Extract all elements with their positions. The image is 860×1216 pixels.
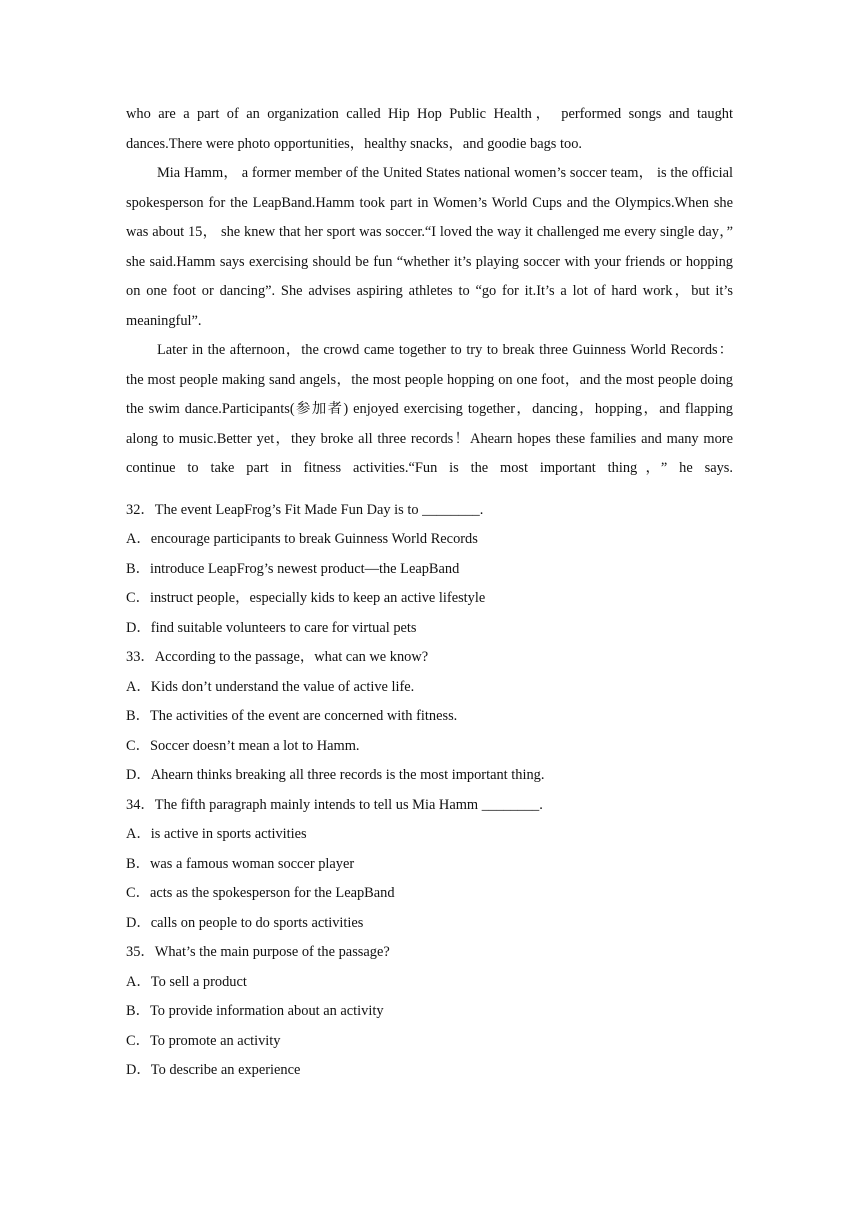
answer-option-d: D．To describe an experience [126,1062,301,1078]
question-34 [126,791,733,939]
answer-option-d: D．find suitable volunteers to care for virtual pets [126,619,417,636]
passage-paragraph: Mia Hamm， a former member of the United States national women’s soccer team， is the official spokesperson for the LeapBand.Hamm took part in Women’s World Cups and the Olympics.When she was about 15， she knew that her sport was soccer.“I loved the way it challenged me every single day，” she said.Hamm says exercising should be fun “whether it’s playing soccer with your friends or hopping on one foot or dancing”. She advises aspiring athletes to “go for it.It’s a lot of hard work，but it’s meaningful”. [126,165,733,329]
answer-option-d: D．Ahearn thinks breaking all three records is the most important thing. [126,767,545,783]
question-stem: 33．According to the passage，what can we know? [126,649,429,665]
answer-option-c: C．acts as the spokesperson for the LeapBand [126,885,395,901]
answer-option-b: B．To provide information about an activity [126,1003,384,1019]
document-page [126,100,733,1086]
reading-passage [126,100,733,484]
question-stem: 35．What’s the main purpose of the passage? [126,944,390,960]
question-32 [126,496,733,644]
answer-option-b: B．was a famous woman soccer player [126,855,355,872]
answer-option-a: A．To sell a product [126,973,247,990]
answer-option-a: A．Kids don’t understand the value of active life. [126,678,415,695]
question-stem: 34．The fifth paragraph mainly intends to tell us Mia Hamm ________. [126,796,543,813]
question-35 [126,938,733,1086]
answer-option-c: C．To promote an activity [126,1032,281,1049]
question-stem: 32．The event LeapFrog’s Fit Made Fun Day is to ________. [126,501,484,518]
answer-option-b: B．introduce LeapFrog’s newest product—the LeapBand [126,560,460,577]
answer-option-d: D．calls on people to do sports activities [126,914,364,931]
answer-option-a: A．is active in sports activities [126,826,307,842]
passage-paragraph: who are a part of an organization called Hip Hop Public Health， performed songs and taught dances.There were photo opportunities，healthy snacks，and goodie bags too. [126,106,733,152]
answer-option-b: B．The activities of the event are concerned with fitness. [126,708,458,724]
question-list [126,496,733,1086]
answer-option-a: A．encourage participants to break Guinness World Records [126,531,478,547]
answer-option-c: C．instruct people，especially kids to keep an active lifestyle [126,590,486,606]
passage-paragraph: Later in the afternoon，the crowd came together to try to break three Guinness World Records：the most people making sand angels，the most people hopping on one foot，and the most people doing the swim dance.Participants(参加者) enjoyed exercising together，dancing，hopping，and flapping along to music.Better yet，they broke all three records！Ahearn hopes these families and many more continue to take part in fitness activities.“Fun is the most important thing，” he says. [126,342,733,476]
question-33 [126,643,733,791]
answer-option-c: C．Soccer doesn’t mean a lot to Hamm. [126,737,360,754]
